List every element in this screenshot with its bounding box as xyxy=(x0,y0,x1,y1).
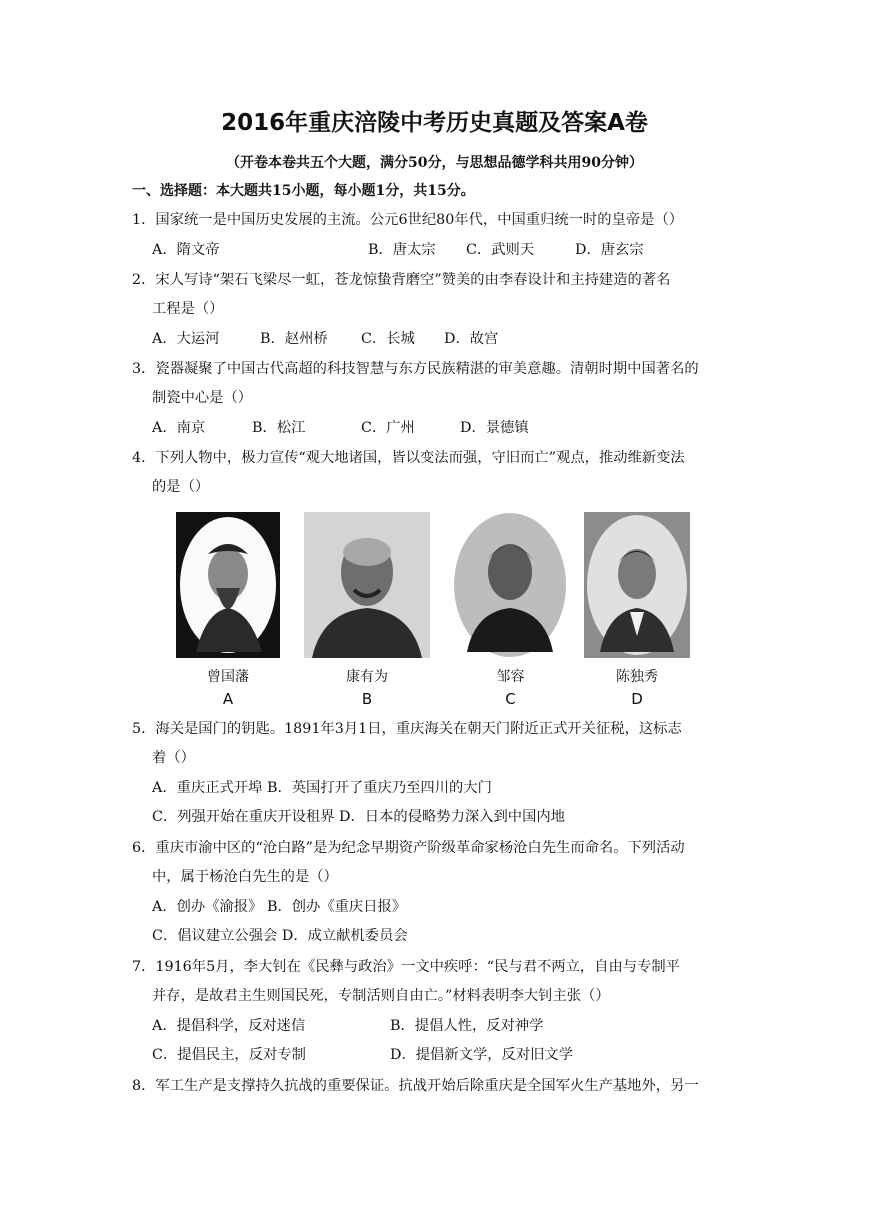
q5-options-ab: A．重庆正式开埠 B．英国打开了重庆乃至四川的大门 xyxy=(152,780,492,796)
q7-option-b: B．提倡人性，反对神学 xyxy=(390,1018,544,1034)
q7-stem-line1: 7．1916年5月，李大钊在《民彝与政治》一文中疾呼：“民与君不两立，自由与专制平 xyxy=(132,959,680,975)
portrait-a-name: 曾国藩 xyxy=(207,669,249,685)
portrait-b-name: 康有为 xyxy=(346,669,388,685)
portrait-a-letter: A xyxy=(222,690,234,708)
q3-option-a: A．南京 xyxy=(152,420,206,436)
q3-option-b: B．松江 xyxy=(252,420,306,436)
section-heading: 一、选择题：本大题共15小题，每小题1分，共15分。 xyxy=(132,183,475,199)
q3-option-c: C．广州 xyxy=(361,420,415,436)
q2-option-b: B．赵州桥 xyxy=(260,331,328,347)
q1-stem: 1．国家统一是中国历史发展的主流。公元6世纪80年代，中国重归统一时的皇帝是（） xyxy=(132,212,684,228)
q3-stem-line2: 制瓷中心是（） xyxy=(152,390,253,406)
q6-options-ab: A．创办《渝报》 B．创办《重庆日报》 xyxy=(152,899,407,915)
q5-stem-line2: 着（） xyxy=(152,750,195,766)
q5-options-cd: C．列强开始在重庆开设租界 D．日本的侵略势力深入到中国内地 xyxy=(152,809,565,825)
q6-stem-line2: 中，属于杨沧白先生的是（） xyxy=(152,869,338,885)
q3-option-d: D．景德镇 xyxy=(460,420,529,436)
q3-stem-line1: 3．瓷器凝聚了中国古代高超的科技智慧与东方民族精湛的审美意趣。清朝时期中国著名的 xyxy=(132,361,699,377)
q2-stem-line2: 工程是（） xyxy=(152,301,224,317)
q1-option-b: B．唐太宗 xyxy=(368,242,436,258)
portrait-b-letter: B xyxy=(361,690,373,708)
q7-stem-line2: 并存，是故君主生则国民死，专制活则自由亡。”材料表明李大钊主张（） xyxy=(152,988,610,1004)
page-title: 2016年重庆涪陵中考历史真题及答案A卷 xyxy=(221,110,648,136)
q7-option-d: D．提倡新文学，反对旧文学 xyxy=(390,1047,574,1063)
q6-options-cd: C．倡议建立公强会 D．成立献机委员会 xyxy=(152,928,408,944)
portrait-c xyxy=(453,512,568,658)
portrait-d-letter: D xyxy=(631,690,643,708)
q8-stem-line1: 8．军工生产是支撑持久抗战的重要保证。抗战开始后除重庆是全国军火生产基地外，另一 xyxy=(132,1078,699,1094)
q7-option-c: C．提倡民主，反对专制 xyxy=(152,1047,306,1063)
q6-stem-line1: 6．重庆市渝中区的“沧白路”是为纪念早期资产阶级革命家杨沧白先生而命名。下列活动 xyxy=(132,840,685,856)
portrait-a xyxy=(176,512,280,658)
portrait-c-letter: C xyxy=(505,690,516,708)
q4-stem-line1: 4．下列人物中，极力宣传“观大地诸国，皆以变法而强，守旧而亡”观点，推动维新变法 xyxy=(132,450,685,466)
q2-option-d: D．故宫 xyxy=(444,331,499,347)
q1-option-c: C．武则天 xyxy=(466,242,535,258)
q4-stem-line2: 的是（） xyxy=(152,479,210,495)
q2-option-c: C．长城 xyxy=(361,331,415,347)
portrait-d-name: 陈独秀 xyxy=(616,669,658,685)
q1-option-a: A．隋文帝 xyxy=(152,242,220,258)
portrait-c-name: 邹容 xyxy=(496,669,525,685)
q2-option-a: A．大运河 xyxy=(152,331,220,347)
portrait-b xyxy=(304,512,430,658)
q5-stem-line1: 5．海关是国门的钥匙。1891年3月1日，重庆海关在朝天门附近正式开关征税，这标志 xyxy=(132,721,682,737)
q2-stem-line1: 2．宋人写诗“架石飞梁尽一虹，苍龙惊蛰背磨空”赞美的由李春设计和主持建造的著名 xyxy=(132,272,671,288)
q1-option-d: D．唐玄宗 xyxy=(575,242,644,258)
q7-option-a: A．提倡科学，反对迷信 xyxy=(152,1018,306,1034)
portrait-d xyxy=(584,512,690,658)
exam-subtitle: （开卷本卷共五个大题，满分50分，与思想品德学科共用90分钟） xyxy=(226,155,643,171)
